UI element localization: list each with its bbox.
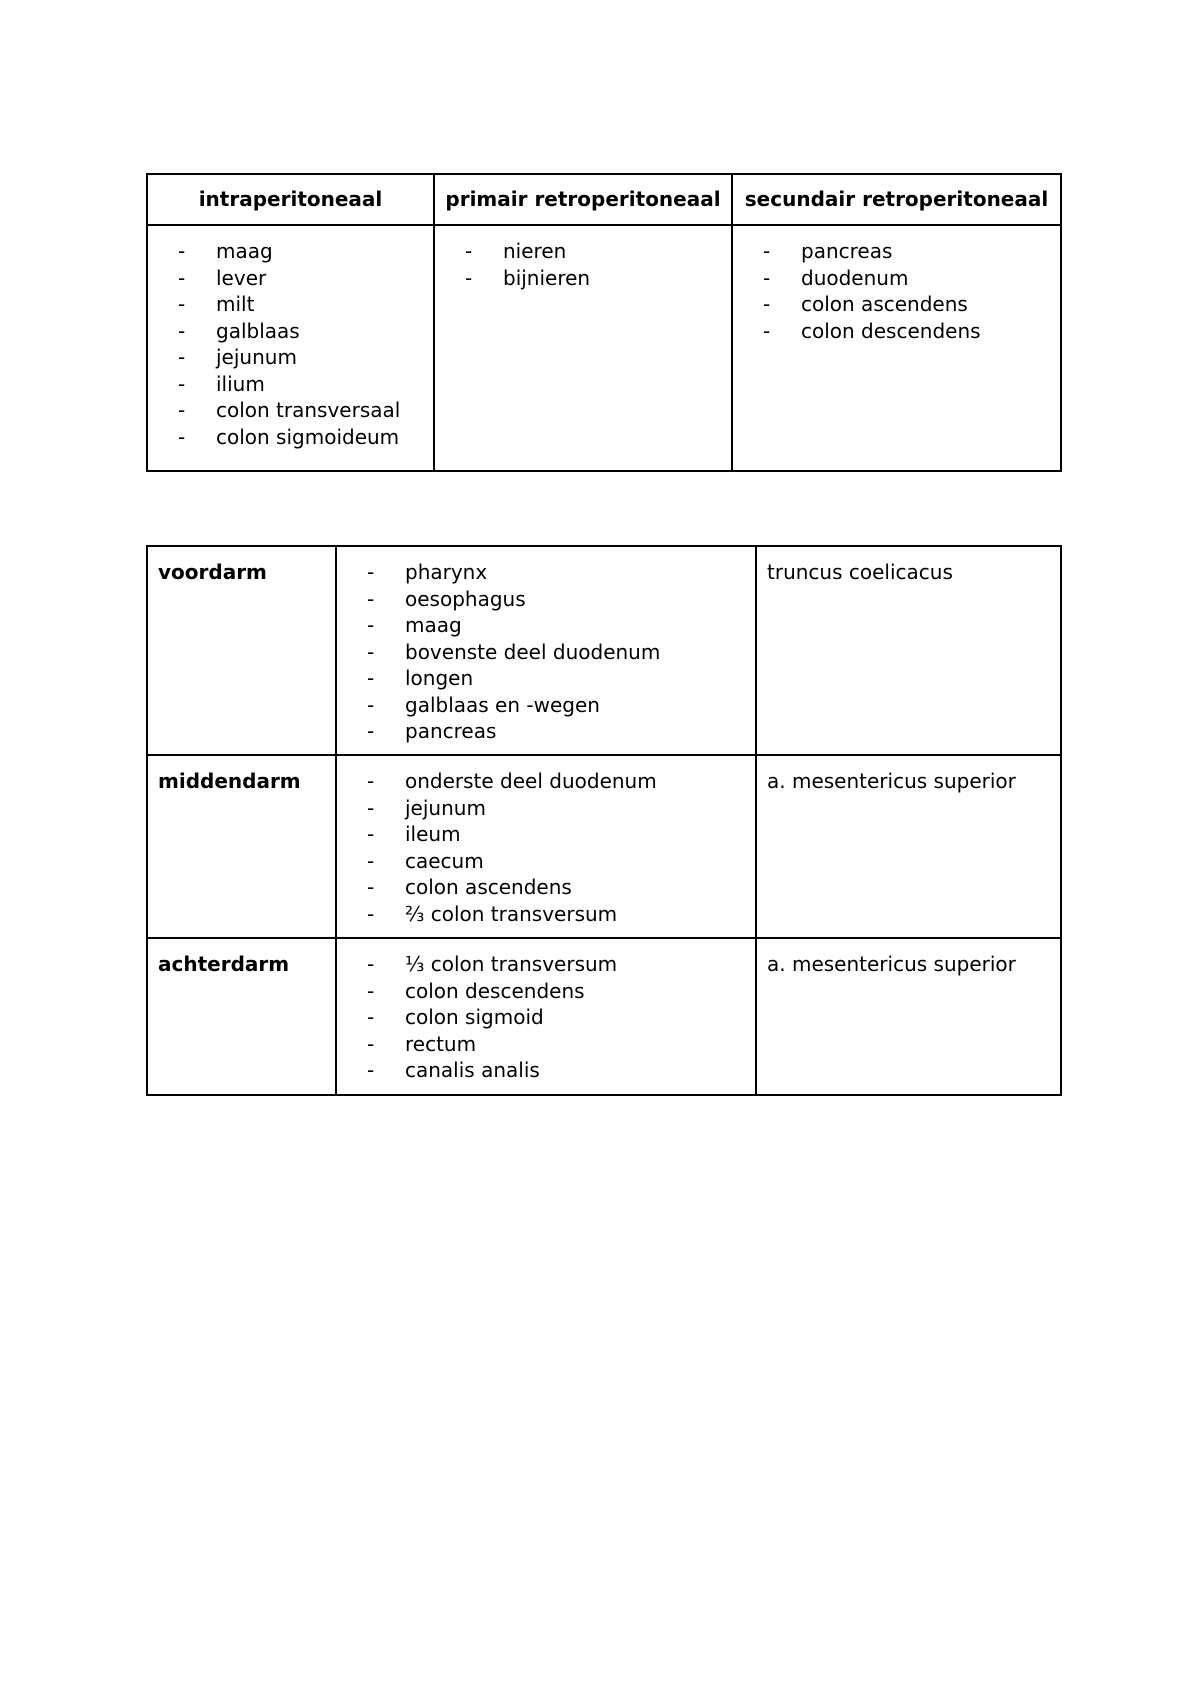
- list-item: [367, 639, 755, 666]
- list-item-text: colon sigmoid: [405, 1005, 544, 1029]
- list-dash-marker: -: [367, 586, 375, 611]
- list-dash-marker: -: [367, 692, 375, 717]
- list-dash-marker: -: [367, 795, 375, 820]
- list-item: [367, 665, 755, 692]
- list-dash-marker: -: [367, 952, 375, 976]
- list-dash-marker: -: [178, 292, 186, 316]
- list-item-text: bovenste deel duodenum: [405, 639, 661, 664]
- list-dash-marker: -: [178, 265, 186, 290]
- list-dash-marker: -: [367, 639, 375, 664]
- list-item: [763, 318, 1060, 345]
- list-dash-marker: -: [367, 666, 375, 690]
- list-item: [763, 265, 1060, 292]
- list-item: [367, 1031, 755, 1058]
- list-item-text: longen: [405, 666, 474, 690]
- list-item-text: colon descendens: [801, 318, 981, 343]
- list-item: [178, 371, 433, 398]
- list-item-text: onderste deel duodenum: [405, 769, 657, 793]
- list-dash-marker: -: [367, 1005, 375, 1029]
- header-secondary-retroperitoneal: secundair retroperitoneaal: [732, 174, 1061, 225]
- list-item-text: canalis analis: [405, 1058, 540, 1082]
- list-dash-marker: -: [763, 265, 771, 290]
- list-item-text: jejunum: [405, 795, 486, 820]
- list-item: [178, 424, 433, 451]
- list-item-text: duodenum: [801, 265, 909, 290]
- gut-segment-table: [146, 545, 1062, 1096]
- list-item-text: ilium: [216, 371, 265, 396]
- list-item-text: ileum: [405, 822, 461, 846]
- list-dash-marker: -: [178, 345, 186, 369]
- segment-label: middendarm: [147, 755, 336, 938]
- segment-artery: truncus coelicacus: [756, 546, 1061, 755]
- segment-label: achterdarm: [147, 938, 336, 1095]
- intraperitoneal-organs-cell: [147, 225, 434, 471]
- segment-artery: a. mesentericus superior: [756, 755, 1061, 938]
- primary-retroperitoneal-organ-list: [465, 238, 731, 291]
- list-item-text: galblaas en -wegen: [405, 692, 600, 717]
- list-dash-marker: -: [178, 424, 186, 449]
- segment-organs-cell: [336, 938, 756, 1095]
- table-row-achterdarm: [147, 938, 1061, 1095]
- list-item: [367, 768, 755, 795]
- list-dash-marker: -: [367, 719, 375, 743]
- segment-organ-list: [367, 951, 755, 1084]
- list-dash-marker: -: [367, 822, 375, 846]
- segment-organs-cell: [336, 546, 756, 755]
- secondary-retroperitoneal-organs-cell: [732, 225, 1061, 471]
- list-dash-marker: -: [178, 318, 186, 343]
- list-item-text: bijnieren: [503, 265, 591, 290]
- list-item-text: nieren: [503, 239, 567, 263]
- list-item: [367, 848, 755, 875]
- list-item-text: colon ascendens: [801, 292, 968, 316]
- table-row: [147, 225, 1061, 471]
- list-item-text: colon descendens: [405, 978, 585, 1003]
- header-primary-retroperitoneal: primair retroperitoneaal: [434, 174, 732, 225]
- list-item: [178, 265, 433, 292]
- list-item: [367, 586, 755, 613]
- list-item: [367, 1057, 755, 1084]
- list-item-text: pancreas: [801, 239, 893, 263]
- list-dash-marker: -: [367, 848, 375, 873]
- list-item: [465, 238, 731, 265]
- list-dash-marker: -: [367, 769, 375, 793]
- list-dash-marker: -: [367, 901, 375, 926]
- list-item-text: colon transversaal: [216, 398, 401, 422]
- list-item-text: oesophagus: [405, 586, 526, 611]
- table-row-voordarm: [147, 546, 1061, 755]
- list-dash-marker: -: [367, 1058, 375, 1082]
- list-dash-marker: -: [763, 292, 771, 316]
- segment-organ-list: [367, 559, 755, 745]
- list-item-text: pharynx: [405, 560, 488, 584]
- list-item-text: rectum: [405, 1031, 477, 1056]
- list-dash-marker: -: [465, 239, 473, 263]
- list-item-text: maag: [405, 613, 462, 637]
- table-header-row: [147, 174, 1061, 225]
- primary-retroperitoneal-organs-cell: [434, 225, 732, 471]
- list-dash-marker: -: [367, 875, 375, 899]
- header-intraperitoneal: intraperitoneaal: [147, 174, 434, 225]
- segment-organs-cell: [336, 755, 756, 938]
- list-item-text: galblaas: [216, 318, 300, 343]
- list-dash-marker: -: [367, 613, 375, 637]
- list-item: [178, 318, 433, 345]
- list-item-text: lever: [216, 265, 267, 290]
- list-item: [465, 265, 731, 292]
- list-item-text: ⅓ colon transversum: [405, 952, 618, 976]
- list-item-text: caecum: [405, 848, 484, 873]
- intraperitoneal-organ-list: [178, 238, 433, 450]
- list-item: [367, 951, 755, 978]
- list-item: [367, 718, 755, 745]
- peritoneal-classification-table: [146, 173, 1062, 472]
- list-item: [178, 291, 433, 318]
- list-item-text: maag: [216, 239, 273, 263]
- list-item: [367, 559, 755, 586]
- list-item-text: jejunum: [216, 345, 297, 369]
- list-item-text: milt: [216, 292, 255, 316]
- list-item: [367, 901, 755, 928]
- list-item-text: pancreas: [405, 719, 497, 743]
- list-dash-marker: -: [178, 239, 186, 263]
- list-item: [178, 397, 433, 424]
- list-dash-marker: -: [178, 371, 186, 396]
- list-dash-marker: -: [178, 398, 186, 422]
- list-dash-marker: -: [763, 239, 771, 263]
- list-item: [367, 978, 755, 1005]
- list-item: [763, 291, 1060, 318]
- list-item: [367, 1004, 755, 1031]
- list-item: [178, 238, 433, 265]
- list-item: [178, 344, 433, 371]
- list-item-text: colon sigmoideum: [216, 424, 400, 449]
- list-item: [367, 612, 755, 639]
- secondary-retroperitoneal-organ-list: [763, 238, 1060, 344]
- list-item-text: colon ascendens: [405, 875, 572, 899]
- segment-organ-list: [367, 768, 755, 927]
- list-dash-marker: -: [367, 978, 375, 1003]
- list-dash-marker: -: [367, 560, 375, 584]
- list-item: [367, 692, 755, 719]
- segment-label: voordarm: [147, 546, 336, 755]
- list-dash-marker: -: [763, 318, 771, 343]
- list-item: [367, 874, 755, 901]
- list-item: [367, 821, 755, 848]
- list-item: [763, 238, 1060, 265]
- list-item: [367, 795, 755, 822]
- list-item-text: ⅔ colon transversum: [405, 901, 618, 926]
- segment-artery: a. mesentericus superior: [756, 938, 1061, 1095]
- list-dash-marker: -: [465, 265, 473, 290]
- list-dash-marker: -: [367, 1031, 375, 1056]
- table-row-middendarm: [147, 755, 1061, 938]
